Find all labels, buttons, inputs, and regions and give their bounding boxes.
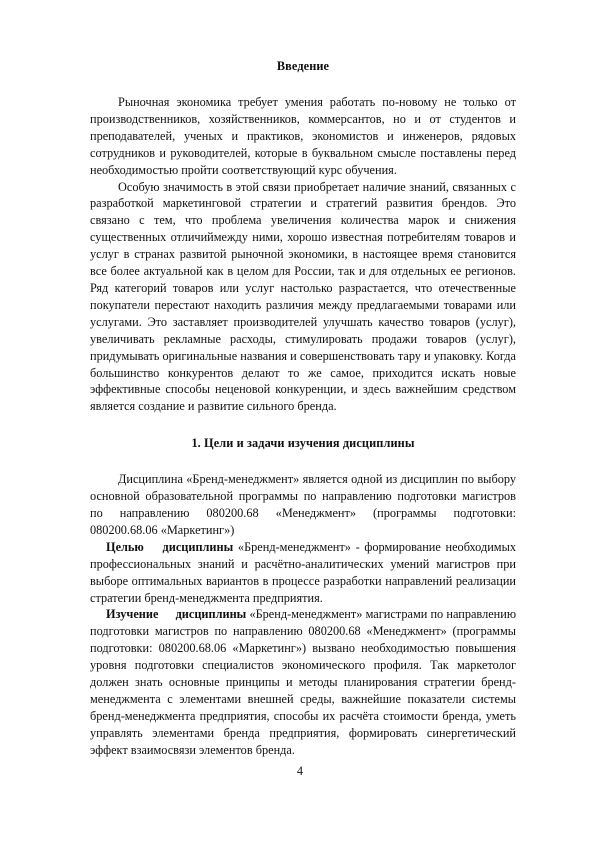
intro-heading: Введение xyxy=(276,59,330,73)
goal-body-text: «Бренд-менеджмент» - формирование необходимых профессиональных знаний и расчётно-аналитических умений магистров при выборе оптимальных вариантов в процессе разработки направлений реализации стратегии бренд-менеджмента предприятия. xyxy=(90,539,517,605)
goal-lead-text: Целью дисциплины xyxy=(106,539,234,554)
page-number: 4 xyxy=(296,764,304,778)
intro-paragraph-1: Рыночная экономика требует умения работать по-новому не только от производственников, хозяйственников, коммерсантов, но и от студентов и преподавателей, ученых и практиков, экономистов и инженеров, рядовых сотрудников и руководителей, которые в буквальном смысле поставлены перед необходимостью пройти соответствующий курс обучения. xyxy=(90,95,516,177)
study-lead-text: Изучение дисциплины xyxy=(106,607,247,622)
intro-paragraph-2: Особую значимость в этой связи приобретает наличие знаний, связанных с разработкой маркетинговой стратегии и стратегий развития брендов. Это связано с тем, что проблема увеличения количества марок и снижения существенных отличиймежду ними, хорошо известная потребителям товаров и услуг в странах развитой рыночной экономики, в настоящее время становится все более актуальной как в целом для России, так и для отдельных ее регионов. Ряд категорий товаров или услуг настолько разрастается, что отечественные покупатели перестают находить различия между предлагаемыми товарами или услугами. Это заставляет производителей улучшать качество товаров (услуг), увеличивать рекламные расходы, стимулировать продажи товаров (услуг), придумывать оригинальные названия и совершенствовать тару и упаковку. Когда большинство конкурентов делают то же самое, приходится искать новые эффективные способы неценовой конкуренции, и здесь важнейшим средством является создание и развитие сильного бренда. xyxy=(90,179,516,414)
section-1-paragraph-1: Дисциплина «Бренд-менеджмент» является одной из дисциплин по выбору основной образовательной программы по направлению подготовки магистров по направлению 080200.68 «Менеджмент» (программы подготовки: 080200.68.06 «Маркетинг») xyxy=(90,472,516,537)
page-content xyxy=(90,54,516,759)
study-body-text: «Бренд-менеджмент» магистрами по направлению подготовки магистров по направлению 080200.68 «Менеджмент» (программы подготовки: 080200.68.06 «Маркетинг») вызвано необходимостью повышения уровня подготовки специалистов экономического профиля. Так маркетолог должен знать основные принципы и методы планирования стратегии бренд-менеджмента с элементами внешней среды, важнейшие показатели системы бренд-менеджмента предприятия, способы их расчёта стоимости бренда, уметь управлять элементами бренда предприятия, формировать синергетический эффект взаимосвязи элементов бренда. xyxy=(90,607,517,757)
section-1-paragraph-2 xyxy=(90,539,516,607)
section-1-heading: 1. Цели и задачи изучения дисциплины xyxy=(191,436,415,451)
section-1-paragraph-3 xyxy=(90,606,516,758)
